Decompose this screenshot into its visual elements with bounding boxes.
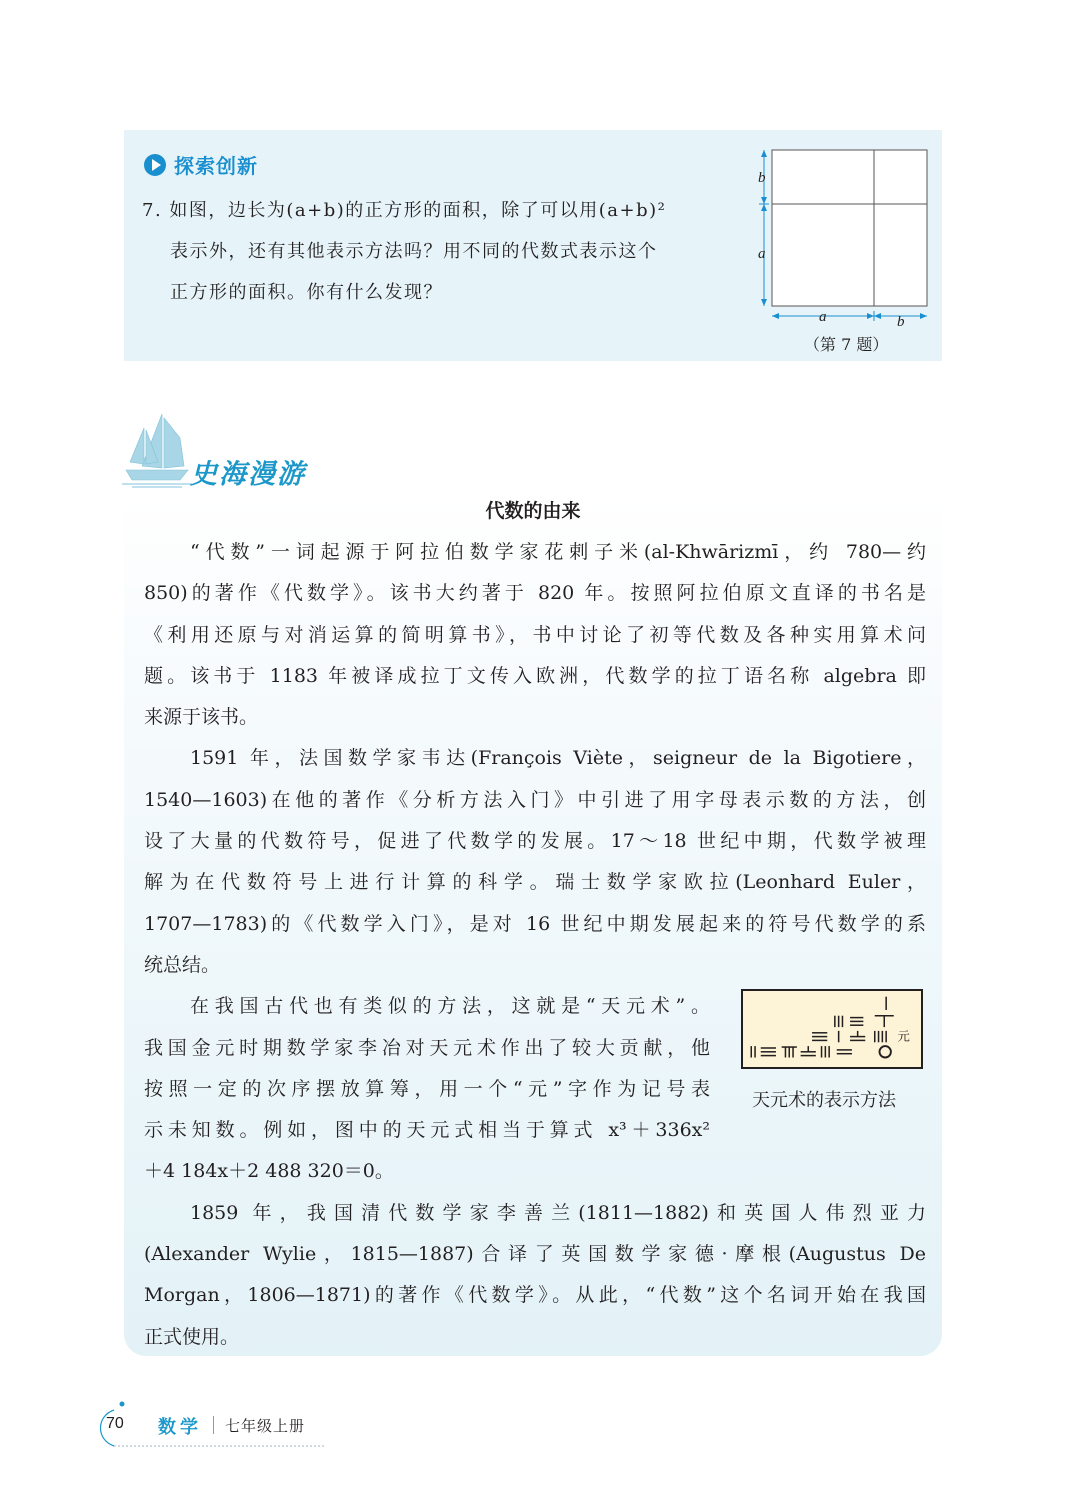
para-line: 1859 年，我国清代数学家李善兰(1811—1882)和英国人伟烈亚力 — [190, 1201, 926, 1224]
arrow-head — [761, 299, 767, 306]
label-a-bottom: a — [819, 309, 827, 325]
para-line: 按照一定的次序摆放算筹，用一个“元”字作为记号表 — [144, 1077, 710, 1100]
para-line: 我国金元时期数学家李冶对天元术作出了较大贡献，他 — [144, 1036, 710, 1059]
para-line: 正式使用。 — [144, 1325, 240, 1348]
tianyuan-caption: 天元术的表示方法 — [752, 1090, 896, 1111]
arrow-head — [761, 150, 767, 157]
label-b-left: b — [758, 170, 766, 186]
para-line: “代数”一词起源于阿拉伯数学家花剌子米(al-Khwārizmī，约 780—约 — [190, 541, 926, 563]
footer-divider — [213, 1416, 214, 1434]
para-line: 850)的著作《代数学》。该书大约著于 820 年。按照阿拉伯原文直译的书名是 — [144, 582, 926, 605]
problem-line: 正方形的面积。你有什么发现？ — [170, 282, 443, 303]
label-a-left: a — [758, 246, 766, 262]
figure-caption: （第 7 题） — [804, 335, 889, 354]
article-body — [144, 532, 926, 1358]
arrow-head — [867, 313, 874, 319]
label-b-bottom: b — [897, 314, 905, 330]
book-grade: 七年级上册 — [225, 1417, 306, 1435]
tianyuan-counting-rods-figure — [741, 989, 923, 1069]
arrow-head — [920, 313, 927, 319]
explore-title: 探索创新 — [174, 154, 258, 178]
yuan-character: 元 — [897, 1029, 910, 1044]
square-figure — [754, 138, 934, 338]
history-section-title: 史海漫游 — [190, 459, 306, 490]
para-line: 题。该书于 1183 年被译成拉丁文传入欧洲，代数学的拉丁语名称 algebra 即 — [144, 664, 926, 687]
para-line: 1707—1783)的《代数学入门》，是对 16 世纪中期发展起来的符号代数学的系 — [144, 912, 926, 935]
para-line: 1540—1603)在他的著作《分析方法入门》中引进了用字母表示数的方法，创 — [144, 788, 926, 811]
para-line: 在我国古代也有类似的方法，这就是“天元术”。 — [190, 995, 710, 1018]
tianyuan-paragraph — [144, 986, 710, 1192]
para-line: 1591 年，法国数学家韦达(François Viète，seigneur de la Bigotiere， — [190, 747, 926, 770]
para-line: (Alexander Wylie，1815—1887)合译了英国数学家德·摩根(Augustus De — [144, 1243, 926, 1266]
arrow-head — [761, 197, 767, 204]
explore-innovation-box — [124, 130, 942, 361]
square-outline — [772, 150, 927, 306]
para-line: Morgan，1806—1871)的著作《代数学》。从此，“代数”这个名词开始在我国 — [144, 1284, 926, 1307]
para-line: 示未知数。例如，图中的天元式相当于算式 x³＋336x² — [144, 1119, 710, 1142]
article-title: 代数的由来 — [485, 500, 581, 522]
problem-line: 表示外，还有其他表示方法吗？用不同的代数式表示这个 — [170, 241, 658, 262]
para-line: 来源于该书。 — [144, 706, 259, 729]
page-number: 70 — [106, 1415, 124, 1432]
problem-7 — [142, 190, 732, 313]
arrow-head — [874, 313, 881, 319]
page-footer — [92, 1398, 332, 1448]
para-line: 统总结。 — [144, 953, 221, 976]
para-line: 《利用还原与对消运算的简明算书》，书中讨论了初等代数及各种实用算术问 — [144, 623, 926, 646]
para-line: ＋4 184x＋2 488 320＝0。 — [144, 1160, 394, 1183]
history-article — [124, 494, 942, 1356]
play-icon — [144, 154, 166, 176]
arrow-head — [772, 313, 779, 319]
explore-header — [144, 150, 258, 179]
para-line: 设了大量的代数符号，促进了代数学的发展。17～18 世纪中期，代数学被理 — [144, 830, 926, 853]
problem-line: 7. 如图，边长为(a+b)的正方形的面积，除了可以用(a+b)² — [142, 200, 667, 221]
arrow-head — [761, 204, 767, 211]
para-line: 解为在代数符号上进行计算的科学。瑞士数学家欧拉(Leonhard Euler， — [144, 871, 926, 894]
book-subject: 数学 — [158, 1417, 202, 1438]
